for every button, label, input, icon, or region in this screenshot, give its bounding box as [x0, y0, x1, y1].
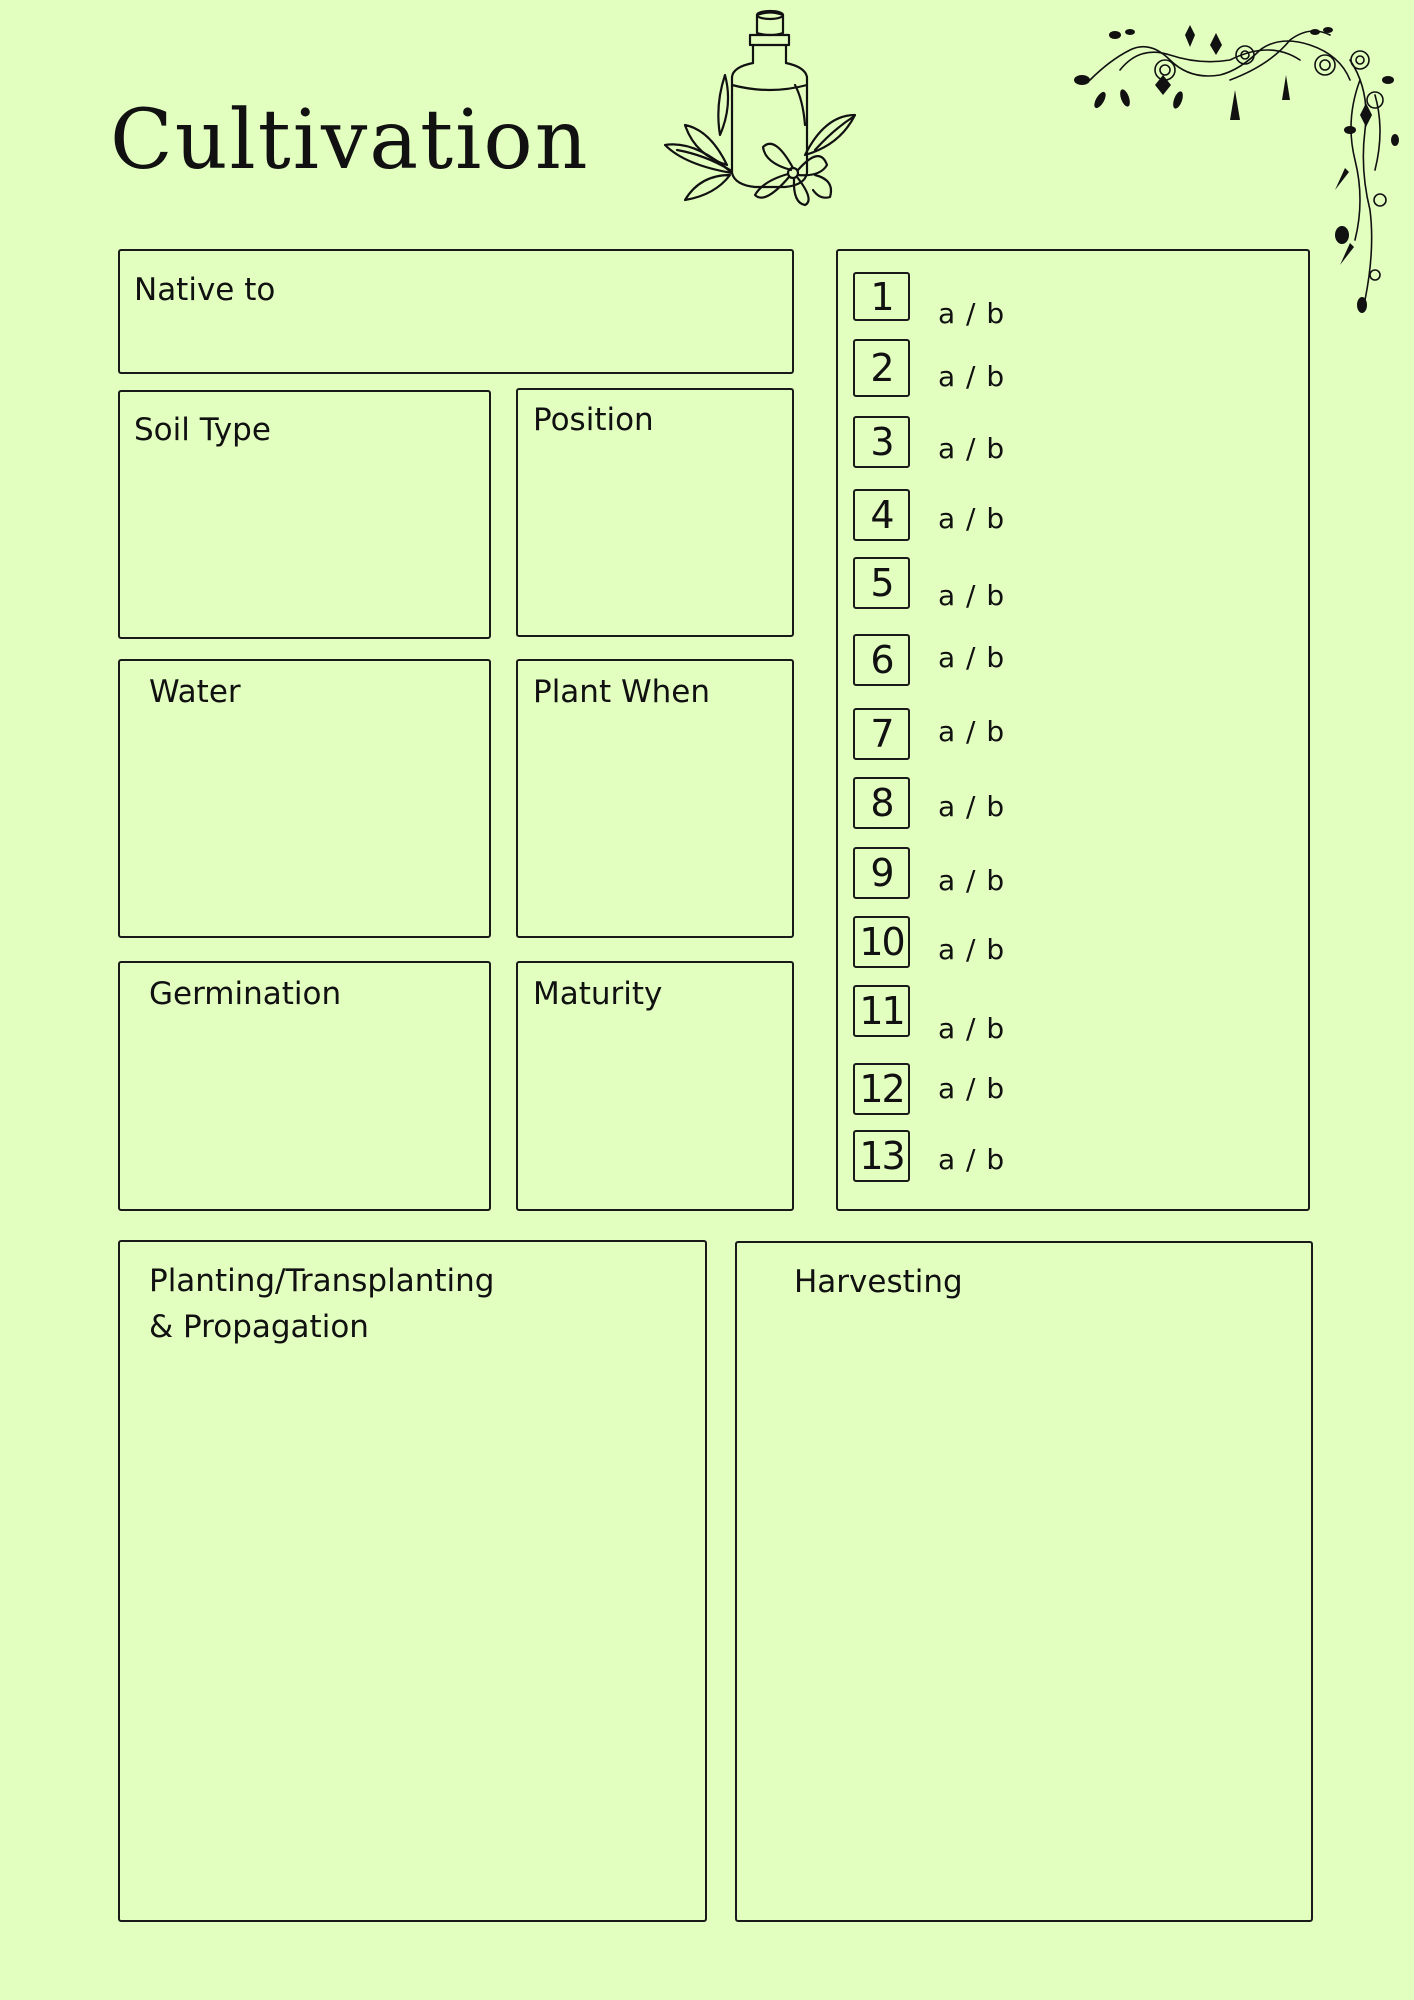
number-box[interactable]: 4: [853, 489, 910, 541]
ab-option[interactable]: a / b: [938, 579, 1006, 612]
native-to-label: Native to: [134, 272, 276, 308]
number-box[interactable]: 8: [853, 777, 910, 829]
planting-label-line1: Planting/Transplanting: [149, 1263, 495, 1299]
number-box[interactable]: 11: [853, 985, 910, 1037]
page-title: Cultivation: [110, 93, 590, 188]
number-box[interactable]: 1: [853, 272, 910, 321]
ab-option[interactable]: a / b: [938, 864, 1006, 897]
position-label: Position: [533, 402, 654, 438]
number-box[interactable]: 5: [853, 557, 910, 609]
ab-option[interactable]: a / b: [938, 790, 1006, 823]
harvesting-field[interactable]: [735, 1241, 1313, 1922]
number-box[interactable]: 10: [853, 916, 910, 968]
ab-option[interactable]: a / b: [938, 1143, 1006, 1176]
number-box[interactable]: 7: [853, 708, 910, 760]
ab-option[interactable]: a / b: [938, 360, 1006, 393]
planting-label-line2: & Propagation: [149, 1309, 369, 1345]
plant-when-label: Plant When: [533, 674, 710, 710]
ab-option[interactable]: a / b: [938, 1072, 1006, 1105]
number-box[interactable]: 6: [853, 634, 910, 686]
number-box[interactable]: 9: [853, 847, 910, 899]
ab-option[interactable]: a / b: [938, 715, 1006, 748]
soil-type-label: Soil Type: [134, 412, 271, 448]
ab-option[interactable]: a / b: [938, 933, 1006, 966]
ab-option[interactable]: a / b: [938, 641, 1006, 674]
germination-label: Germination: [149, 976, 342, 1012]
maturity-label: Maturity: [533, 976, 663, 1012]
ab-option[interactable]: a / b: [938, 297, 1006, 330]
water-label: Water: [149, 674, 241, 710]
harvesting-label: Harvesting: [794, 1264, 963, 1300]
ab-option[interactable]: a / b: [938, 1012, 1006, 1045]
ab-option[interactable]: a / b: [938, 432, 1006, 465]
number-box[interactable]: 12: [853, 1063, 910, 1115]
number-box[interactable]: 2: [853, 339, 910, 397]
ab-option[interactable]: a / b: [938, 502, 1006, 535]
number-box[interactable]: 13: [853, 1130, 910, 1182]
number-box[interactable]: 3: [853, 416, 910, 468]
oil-bottle-with-flower-icon: [655, 5, 920, 210]
